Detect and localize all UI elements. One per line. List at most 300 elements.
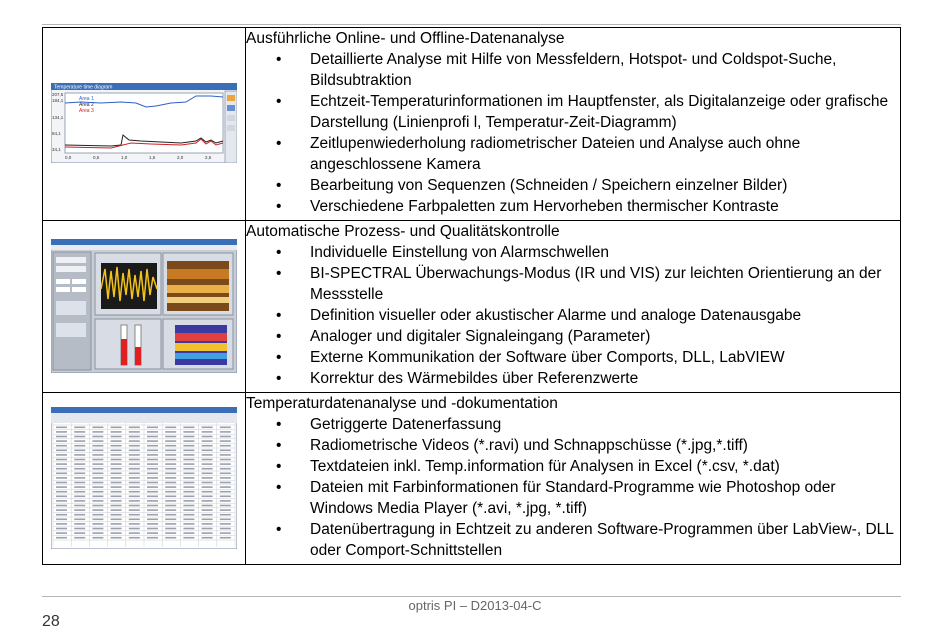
cell-text-mark (92, 454, 103, 456)
cell-text-mark (165, 496, 176, 498)
list-item: • Analoger und digitaler Signaleingang (Parameter) (246, 326, 900, 347)
cell-text-mark (202, 463, 213, 465)
cell-text-mark (74, 431, 85, 433)
cell-text-mark (183, 523, 194, 525)
cell-text-mark (111, 468, 122, 470)
list-item: • Externe Kommunikation der Software über Comports, DLL, LabVIEW (246, 347, 900, 368)
cell-text-mark (92, 486, 103, 488)
cell-text-mark (129, 454, 140, 456)
cell-text-mark (129, 436, 140, 438)
cell-text-mark (165, 468, 176, 470)
x-tick: 1,0 (121, 155, 128, 160)
cell-text-mark (92, 436, 103, 438)
cell-text-mark (111, 482, 122, 484)
cell-text-mark (183, 477, 194, 479)
cell-text-mark (129, 473, 140, 475)
cell-text-mark (56, 519, 67, 521)
cell-text-mark (220, 528, 231, 530)
cell-text-mark (92, 431, 103, 433)
cell-text-mark (220, 496, 231, 498)
cell-text-mark (74, 468, 85, 470)
cell-text-mark (220, 440, 231, 442)
cell-text-mark (147, 431, 158, 433)
cell-text-mark (202, 482, 213, 484)
cell-text-mark (74, 496, 85, 498)
cell-text-mark (56, 450, 67, 452)
cell-text-mark (220, 482, 231, 484)
cell-text-mark (74, 532, 85, 534)
cell-text-mark (147, 454, 158, 456)
cell-text-mark (56, 445, 67, 447)
cell-text-mark (183, 519, 194, 521)
cell-text-mark (220, 463, 231, 465)
cell-text-mark (74, 500, 85, 502)
cell-text-mark (202, 454, 213, 456)
cell-text-mark (202, 459, 213, 461)
cell-text-mark (56, 436, 67, 438)
cell-text-mark (129, 491, 140, 493)
cell-text-mark (165, 509, 176, 511)
cell-text-mark (74, 436, 85, 438)
cell-text-mark (92, 450, 103, 452)
cell-text-mark (129, 509, 140, 511)
cell-text-mark (129, 482, 140, 484)
legend-area2: Area 2 (79, 102, 94, 108)
cell-text-mark (220, 445, 231, 447)
cell-text-mark (111, 473, 122, 475)
cell-text-mark (165, 528, 176, 530)
cell-text-mark (74, 509, 85, 511)
cell-text-mark (56, 463, 67, 465)
cell-text-mark (147, 537, 158, 539)
cell-text-mark (129, 445, 140, 447)
cell-text-mark (92, 528, 103, 530)
cell-text-mark (111, 514, 122, 516)
cell-text-mark (183, 514, 194, 516)
footer-text: optris PI – D2013-04-C (408, 598, 542, 613)
cell-text-mark (92, 445, 103, 447)
cell-text-mark (74, 514, 85, 516)
cell-text-mark (111, 491, 122, 493)
cell-text-mark (129, 519, 140, 521)
feature-list (246, 414, 900, 561)
cell-text-mark (202, 523, 213, 525)
cell-text-mark (165, 500, 176, 502)
cell-text-mark (202, 519, 213, 521)
cell-text-mark (111, 463, 122, 465)
cell-text-mark (202, 473, 213, 475)
cell-text-mark (165, 440, 176, 442)
section-2-text (246, 221, 901, 393)
cell-text-mark (147, 427, 158, 429)
cell-text-mark (202, 450, 213, 452)
cell-text-mark (202, 431, 213, 433)
cell-text-mark (111, 537, 122, 539)
cell-text-mark (74, 445, 85, 447)
x-tick: 2,0 (177, 155, 184, 160)
cell-text-mark (92, 519, 103, 521)
cell-text-mark (74, 450, 85, 452)
footer-rule (42, 596, 901, 597)
cell-text-mark (129, 468, 140, 470)
y-tick: 184,1 (52, 98, 64, 103)
thumbnail-title: Temperature time diagram (54, 84, 113, 91)
x-tick: 2,5 (205, 155, 212, 160)
cell-text-mark (111, 496, 122, 498)
cell-text-mark (183, 468, 194, 470)
cell-text-mark (202, 477, 213, 479)
cell-text-mark (202, 486, 213, 488)
cell-text-mark (56, 486, 67, 488)
cell-text-mark (183, 532, 194, 534)
cell-text-mark (165, 436, 176, 438)
cell-text-mark (202, 509, 213, 511)
cell-text-mark (111, 477, 122, 479)
cell-text-mark (183, 431, 194, 433)
cell-text-mark (202, 532, 213, 534)
cell-text-mark (165, 459, 176, 461)
cell-text-mark (111, 459, 122, 461)
cell-text-mark (183, 537, 194, 539)
x-tick: 0,5 (93, 155, 100, 160)
cell-text-mark (129, 523, 140, 525)
cell-text-mark (202, 436, 213, 438)
cell-text-mark (111, 454, 122, 456)
cell-text-mark (183, 486, 194, 488)
cell-text-mark (56, 505, 67, 507)
cell-text-mark (129, 440, 140, 442)
cell-text-mark (129, 514, 140, 516)
cell-text-mark (183, 436, 194, 438)
list-item: • Verschiedene Farbpaletten zum Hervorheben thermischer Kontraste (246, 196, 900, 217)
cell-text-mark (165, 431, 176, 433)
list-item: • Getriggerte Datenerfassung (246, 414, 900, 435)
cell-text-mark (165, 514, 176, 516)
table-row (43, 221, 901, 393)
cell-text-mark (92, 491, 103, 493)
list-item: • Echtzeit-Temperaturinformationen im Hauptfenster, als Digitalanzeige oder grafische Darstellung (Linienprofi l, Temperatur-Zeit-Diagramm) (246, 91, 900, 133)
cell-text-mark (147, 482, 158, 484)
section-title: Automatische Prozess- und Qualitätskontrolle (246, 223, 560, 240)
section-title: Ausführliche Online- und Offline-Datenanalyse (246, 30, 565, 47)
cell-text-mark (129, 537, 140, 539)
cell-text-mark (220, 500, 231, 502)
cell-text-mark (56, 537, 67, 539)
cell-text-mark (56, 468, 67, 470)
section-title: Temperaturdatenanalyse und -dokumentation (246, 395, 558, 412)
table-row (43, 393, 901, 565)
cell-text-mark (165, 491, 176, 493)
cell-text-mark (147, 486, 158, 488)
cell-text-mark (92, 514, 103, 516)
cell-text-mark (56, 496, 67, 498)
section-3-text (246, 393, 901, 565)
cell-text-mark (74, 473, 85, 475)
cell-text-mark (202, 427, 213, 429)
list-item: • Korrektur des Wärmebildes über Referenzwerte (246, 368, 900, 389)
cell-text-mark (147, 532, 158, 534)
cell-text-mark (165, 450, 176, 452)
cell-text-mark (92, 500, 103, 502)
y-tick: 134,1 (52, 115, 64, 120)
cell-text-mark (92, 427, 103, 429)
cell-text-mark (129, 477, 140, 479)
cell-text-mark (202, 500, 213, 502)
cell-text-mark (183, 454, 194, 456)
section-1-text (246, 28, 901, 221)
y-tick: 34,1 (52, 147, 61, 152)
list-item: • Detaillierte Analyse mit Hilfe von Messfeldern, Hotspot- und Coldspot-Suche, Bildsubtraktion (246, 49, 900, 91)
cell-text-mark (147, 496, 158, 498)
cell-text-mark (220, 514, 231, 516)
cell-text-mark (220, 491, 231, 493)
screenshot-cell (43, 221, 246, 393)
cell-text-mark (202, 491, 213, 493)
cell-text-mark (56, 482, 67, 484)
cell-text-mark (183, 482, 194, 484)
cell-text-mark (147, 523, 158, 525)
cell-text-mark (92, 509, 103, 511)
feature-list (246, 49, 900, 217)
cell-text-mark (56, 509, 67, 511)
list-item: • Bearbeitung von Sequenzen (Schneiden / Speichern einzelner Bilder) (246, 175, 900, 196)
cell-text-mark (111, 528, 122, 530)
cell-text-mark (129, 528, 140, 530)
cell-text-mark (74, 537, 85, 539)
cell-text-mark (202, 445, 213, 447)
cell-text-mark (111, 440, 122, 442)
cell-text-mark (183, 505, 194, 507)
cell-text-mark (111, 523, 122, 525)
cell-text-mark (111, 486, 122, 488)
cell-text-mark (220, 431, 231, 433)
cell-text-mark (56, 454, 67, 456)
cell-text-mark (220, 537, 231, 539)
cell-text-mark (183, 500, 194, 502)
list-item: • Definition visueller oder akustischer Alarme und analoge Datenausgabe (246, 305, 900, 326)
cell-text-mark (56, 431, 67, 433)
cell-text-mark (202, 468, 213, 470)
cell-text-mark (74, 486, 85, 488)
cell-text-mark (220, 477, 231, 479)
cell-text-mark (129, 496, 140, 498)
cell-text-mark (111, 450, 122, 452)
cell-text-mark (220, 436, 231, 438)
cell-text-mark (165, 505, 176, 507)
cell-text-mark (165, 463, 176, 465)
cell-text-mark (183, 459, 194, 461)
y-tick: 84,1 (52, 131, 61, 136)
cell-text-mark (183, 463, 194, 465)
cell-text-mark (56, 491, 67, 493)
cell-text-mark (92, 505, 103, 507)
cell-text-mark (202, 505, 213, 507)
cell-text-mark (92, 468, 103, 470)
cell-text-mark (56, 427, 67, 429)
legend-area3: Area 3 (79, 108, 94, 114)
cell-text-mark (147, 500, 158, 502)
cell-text-mark (220, 454, 231, 456)
cell-text-mark (183, 440, 194, 442)
screenshot-cell (43, 393, 246, 565)
cell-text-mark (202, 528, 213, 530)
cell-text-mark (111, 500, 122, 502)
cell-text-mark (129, 431, 140, 433)
cell-text-mark (74, 459, 85, 461)
cell-text-mark (92, 463, 103, 465)
list-item: • Radiometrische Videos (*.ravi) und Schnappschüsse (*.jpg,*.tiff) (246, 435, 900, 456)
cell-text-mark (74, 519, 85, 521)
cell-text-mark (56, 459, 67, 461)
cell-text-mark (183, 491, 194, 493)
cell-text-mark (74, 463, 85, 465)
cell-text-mark (56, 440, 67, 442)
cell-text-mark (220, 468, 231, 470)
spreadsheet-grid (53, 423, 235, 547)
cell-text-mark (147, 491, 158, 493)
spreadsheet-thumbnail (51, 407, 237, 549)
cell-text-mark (165, 519, 176, 521)
cell-text-mark (92, 523, 103, 525)
cell-text-mark (56, 477, 67, 479)
cell-text-mark (129, 505, 140, 507)
cell-text-mark (220, 523, 231, 525)
cell-text-mark (111, 436, 122, 438)
cell-text-mark (147, 463, 158, 465)
cell-text-mark (220, 486, 231, 488)
cell-text-mark (165, 454, 176, 456)
cell-text-mark (147, 473, 158, 475)
cell-text-mark (56, 514, 67, 516)
cell-text-mark (183, 427, 194, 429)
cell-text-mark (92, 482, 103, 484)
cell-text-mark (202, 537, 213, 539)
cell-text-mark (202, 496, 213, 498)
x-tick: 1,5 (149, 155, 156, 160)
cell-text-mark (220, 427, 231, 429)
cell-text-mark (74, 528, 85, 530)
cell-text-mark (147, 440, 158, 442)
cell-text-mark (147, 505, 158, 507)
cell-text-mark (56, 500, 67, 502)
cell-text-mark (92, 477, 103, 479)
cell-text-mark (74, 427, 85, 429)
cell-text-mark (165, 532, 176, 534)
x-tick: 0,0 (65, 155, 72, 160)
cell-text-mark (165, 523, 176, 525)
cell-text-mark (74, 523, 85, 525)
legend-area1: Area 1 (79, 96, 94, 102)
cell-text-mark (92, 532, 103, 534)
cell-text-mark (56, 528, 67, 530)
cell-text-mark (165, 445, 176, 447)
cell-text-mark (147, 459, 158, 461)
cell-text-mark (165, 537, 176, 539)
temperature-diagram-thumbnail (51, 83, 237, 163)
cell-text-mark (74, 477, 85, 479)
list-item: • Dateien mit Farbinformationen für Standard-Programme wie Photoshop oder Windows Media Player (*.avi, *.jpg, *.tiff) (246, 477, 900, 519)
list-item: • Datenübertragung in Echtzeit zu anderen Software-Programmen über LabView-, DLL oder Comport-Schnittstellen (246, 519, 900, 561)
page-number: 28 (42, 613, 60, 630)
cell-text-mark (165, 486, 176, 488)
cell-text-mark (147, 477, 158, 479)
list-item: • Zeitlupenwiederholung radiometrischer Dateien und Analyse auch ohne angeschlossene Kamera (246, 133, 900, 175)
cell-text-mark (129, 450, 140, 452)
cell-text-mark (147, 468, 158, 470)
cell-text-mark (129, 463, 140, 465)
cell-text-mark (129, 532, 140, 534)
cell-text-mark (220, 450, 231, 452)
cell-text-mark (92, 537, 103, 539)
cell-text-mark (183, 509, 194, 511)
cell-text-mark (165, 473, 176, 475)
cell-text-mark (147, 519, 158, 521)
cell-text-mark (111, 427, 122, 429)
cell-text-mark (111, 532, 122, 534)
cell-text-mark (202, 440, 213, 442)
cell-text-mark (56, 532, 67, 534)
cell-text-mark (165, 477, 176, 479)
cell-text-mark (202, 514, 213, 516)
y-tick: 207,5 (52, 92, 64, 97)
cell-text-mark (129, 427, 140, 429)
cell-text-mark (220, 473, 231, 475)
cell-text-mark (92, 473, 103, 475)
cell-text-mark (129, 459, 140, 461)
cell-text-mark (56, 523, 67, 525)
feature-table (42, 27, 901, 565)
cell-text-mark (111, 431, 122, 433)
cell-text-mark (92, 496, 103, 498)
cell-text-mark (165, 427, 176, 429)
screenshot-cell (43, 28, 246, 221)
top-rule (42, 24, 901, 25)
cell-text-mark (92, 440, 103, 442)
list-item: • Textdateien inkl. Temp.information für Analysen in Excel (*.csv, *.dat) (246, 456, 900, 477)
cell-text-mark (74, 440, 85, 442)
cell-text-mark (74, 491, 85, 493)
cell-text-mark (183, 496, 194, 498)
feature-list (246, 242, 900, 389)
cell-text-mark (92, 459, 103, 461)
cell-text-mark (147, 509, 158, 511)
cell-text-mark (147, 436, 158, 438)
cell-text-mark (56, 473, 67, 475)
list-item: • Individuelle Einstellung von Alarmschwellen (246, 242, 900, 263)
cell-text-mark (165, 482, 176, 484)
cell-text-mark (111, 445, 122, 447)
cell-text-mark (147, 528, 158, 530)
cell-text-mark (147, 514, 158, 516)
cell-text-mark (220, 519, 231, 521)
cell-text-mark (129, 486, 140, 488)
process-control-thumbnail (51, 239, 237, 373)
cell-text-mark (220, 459, 231, 461)
cell-text-mark (183, 445, 194, 447)
cell-text-mark (74, 505, 85, 507)
table-row (43, 28, 901, 221)
cell-text-mark (220, 505, 231, 507)
cell-text-mark (220, 509, 231, 511)
cell-text-mark (220, 532, 231, 534)
list-item: • BI-SPECTRAL Überwachungs-Modus (IR und VIS) zur leichten Orientierung an der Messstelle (246, 263, 900, 305)
cell-text-mark (111, 505, 122, 507)
cell-text-mark (147, 445, 158, 447)
cell-text-mark (111, 519, 122, 521)
cell-text-mark (129, 500, 140, 502)
cell-text-mark (147, 450, 158, 452)
cell-text-mark (74, 482, 85, 484)
